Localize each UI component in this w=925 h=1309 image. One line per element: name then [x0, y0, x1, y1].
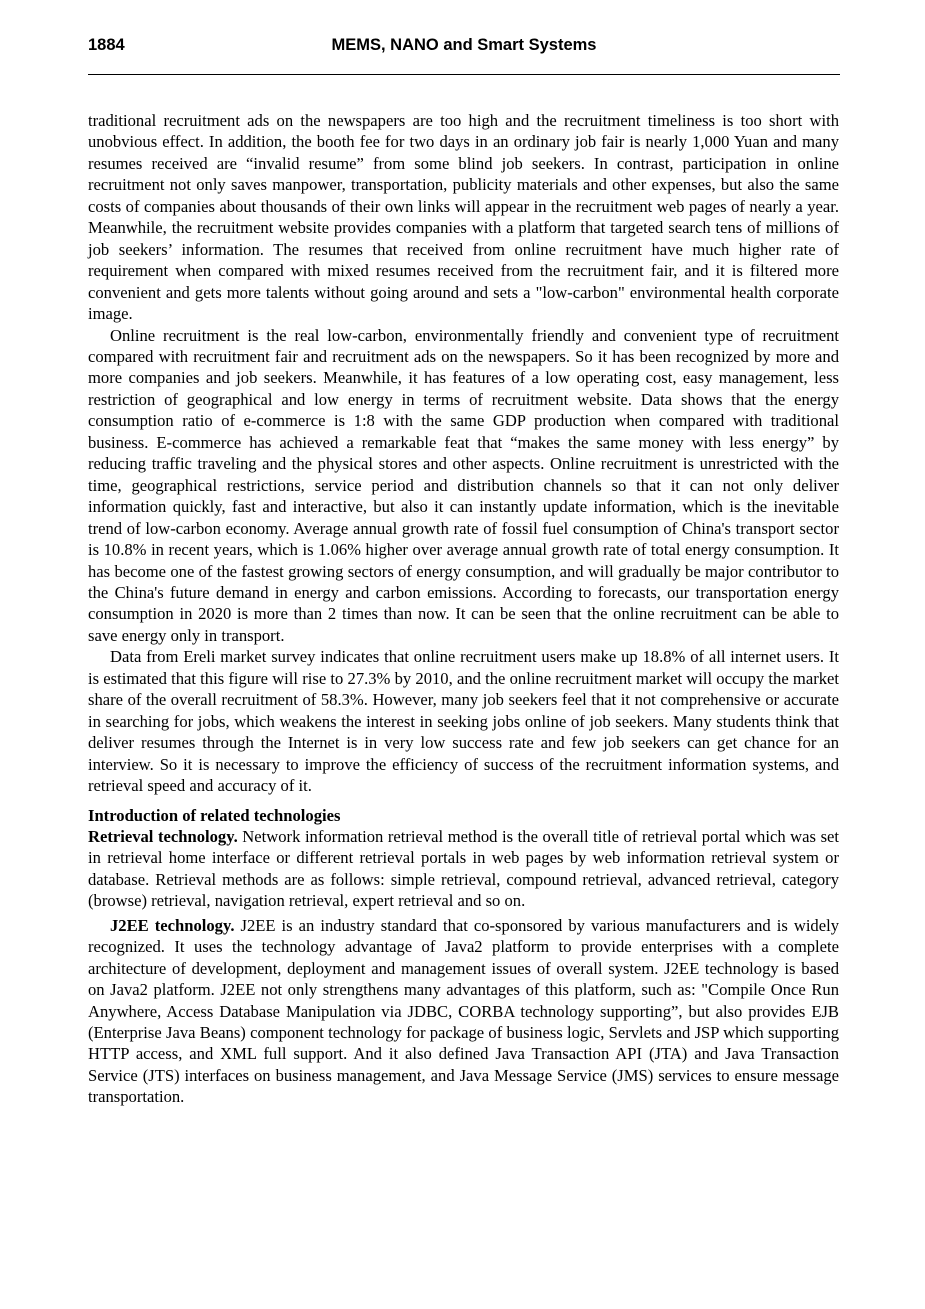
paragraph-market-survey: Data from Ereli market survey indicates that online recruitment users make up 18.8% of all internet users. It is estimated that this figure will rise to 27.3% by 2010, and the online recruitment market will occupy the market share of the overall recruitment of 58.3%. However, many job seekers feel that it not comprehensive or accurate in searching for jobs, which weakens the interest in seeking jobs online of job seekers. Many students think that deliver resumes through the Internet is in very low success rate and few job seekers can get chance for an interview. So it is necessary to improve the efficiency of success of the recruitment information systems, and retrieval speed and accuracy of it.: [88, 647, 839, 796]
paragraph-online-recruitment: Online recruitment is the real low-carbon, environmentally friendly and convenient type of recruitment compared with recruitment fair and recruitment ads on the newspapers. So it has been recognized by more and more companies and job seekers. Meanwhile, it has features of a low operating cost, easy management, less restriction of geographical and low energy in terms of recruitment website. Data shows that the energy consumption ratio of e-commerce is 1:8 with the same GDP production when compared with traditional business. E-commerce has achieved a remarkable feat that “makes the same money with less energy” by reducing traffic traveling and the physical stores and other aspects. Online recruitment is unrestricted with the time, geographical restrictions, service period and distribution channels so that it can not only deliver information quickly, fast and interactive, but also it can instantly update information, which is the inevitable trend of low-carbon economy. Average annual growth rate of fossil fuel consumption of China's transport sector is 10.8% in recent years, which is 1.06% higher over average annual growth rate of total energy consumption. It has become one of the fastest growing sectors of energy consumption, and will gradually be major contributor to the China's future demand in energy and carbon emissions. According to forecasts, our transportation energy consumption in 2020 is more than 2 times than now. It can be seen that the online recruitment can be able to save energy only in transport.: [88, 325, 839, 645]
paragraph-continued: traditional recruitment ads on the newspapers are too high and the recruitment timeliness is too short with unobvious effect. In addition, the booth fee for two days in an ordinary job fair is nearly 1,000 Yuan and many resumes received are “invalid resume” from some blind job seekers. In contrast, participation in online recruitment not only saves manpower, transportation, publicity materials and other expenses, but also the same costs of companies about thousands of their own links will appear in the recruitment web pages of nearly a year. Meanwhile, the recruitment website provides companies with a platform that targeted search tens of millions of job seekers’ information. The resumes that received from online recruitment have much higher rate of requirement when compared with mixed resumes received from the recruitment fair, and it is filtered more convenient and gets more talents without going around and sets a "low-carbon" environmental health corporate image.: [88, 111, 839, 324]
paragraph-j2ee-technology: [88, 915, 839, 1108]
header-rule: [88, 74, 840, 75]
j2ee-technology-lead: J2EE technology.: [110, 915, 235, 935]
retrieval-technology-text: Network information retrieval method is the overall title of retrieval portal which was set in retrieval home interface or different retrieval portals in web pages by web information retrieval system or database. Retrieval methods are as follows: simple retrieval, compound retrieval, advanced retrieval, category (browse) retrieval, navigation retrieval, expert retrieval and so on.: [88, 826, 839, 911]
retrieval-technology-lead: Retrieval technology.: [88, 826, 238, 846]
article-body: [88, 110, 839, 1108]
section-heading: Introduction of related technologies: [88, 805, 341, 825]
running-header: [88, 34, 840, 56]
paragraph-retrieval-technology: [88, 826, 839, 912]
page-number: 1884: [88, 36, 125, 54]
j2ee-technology-text: J2EE is an industry standard that co-sponsored by various manufacturers and is widely recognized. It uses the technology advantage of Java2 platform to provide enterprises with a complete architecture of development, deployment and management issues of overall system. J2EE technology is based on Java2 platform. J2EE not only strengthens many advantages of this platform, such as: "Compile Once Run Anywhere, Access Database Manipulation via JDBC, CORBA technology supporting”, but also provides EJB (Enterprise Java Beans) component technology for package of business logic, Servlets and JSP which supporting HTTP access, and XML full support. And it also defined Java Transaction API (JTA) and Java Transaction Service (JTS) interfaces on business management, and Java Message Service (JMS) services to ensure message transportation.: [88, 915, 839, 1107]
journal-title: MEMS, NANO and Smart Systems: [331, 36, 597, 54]
